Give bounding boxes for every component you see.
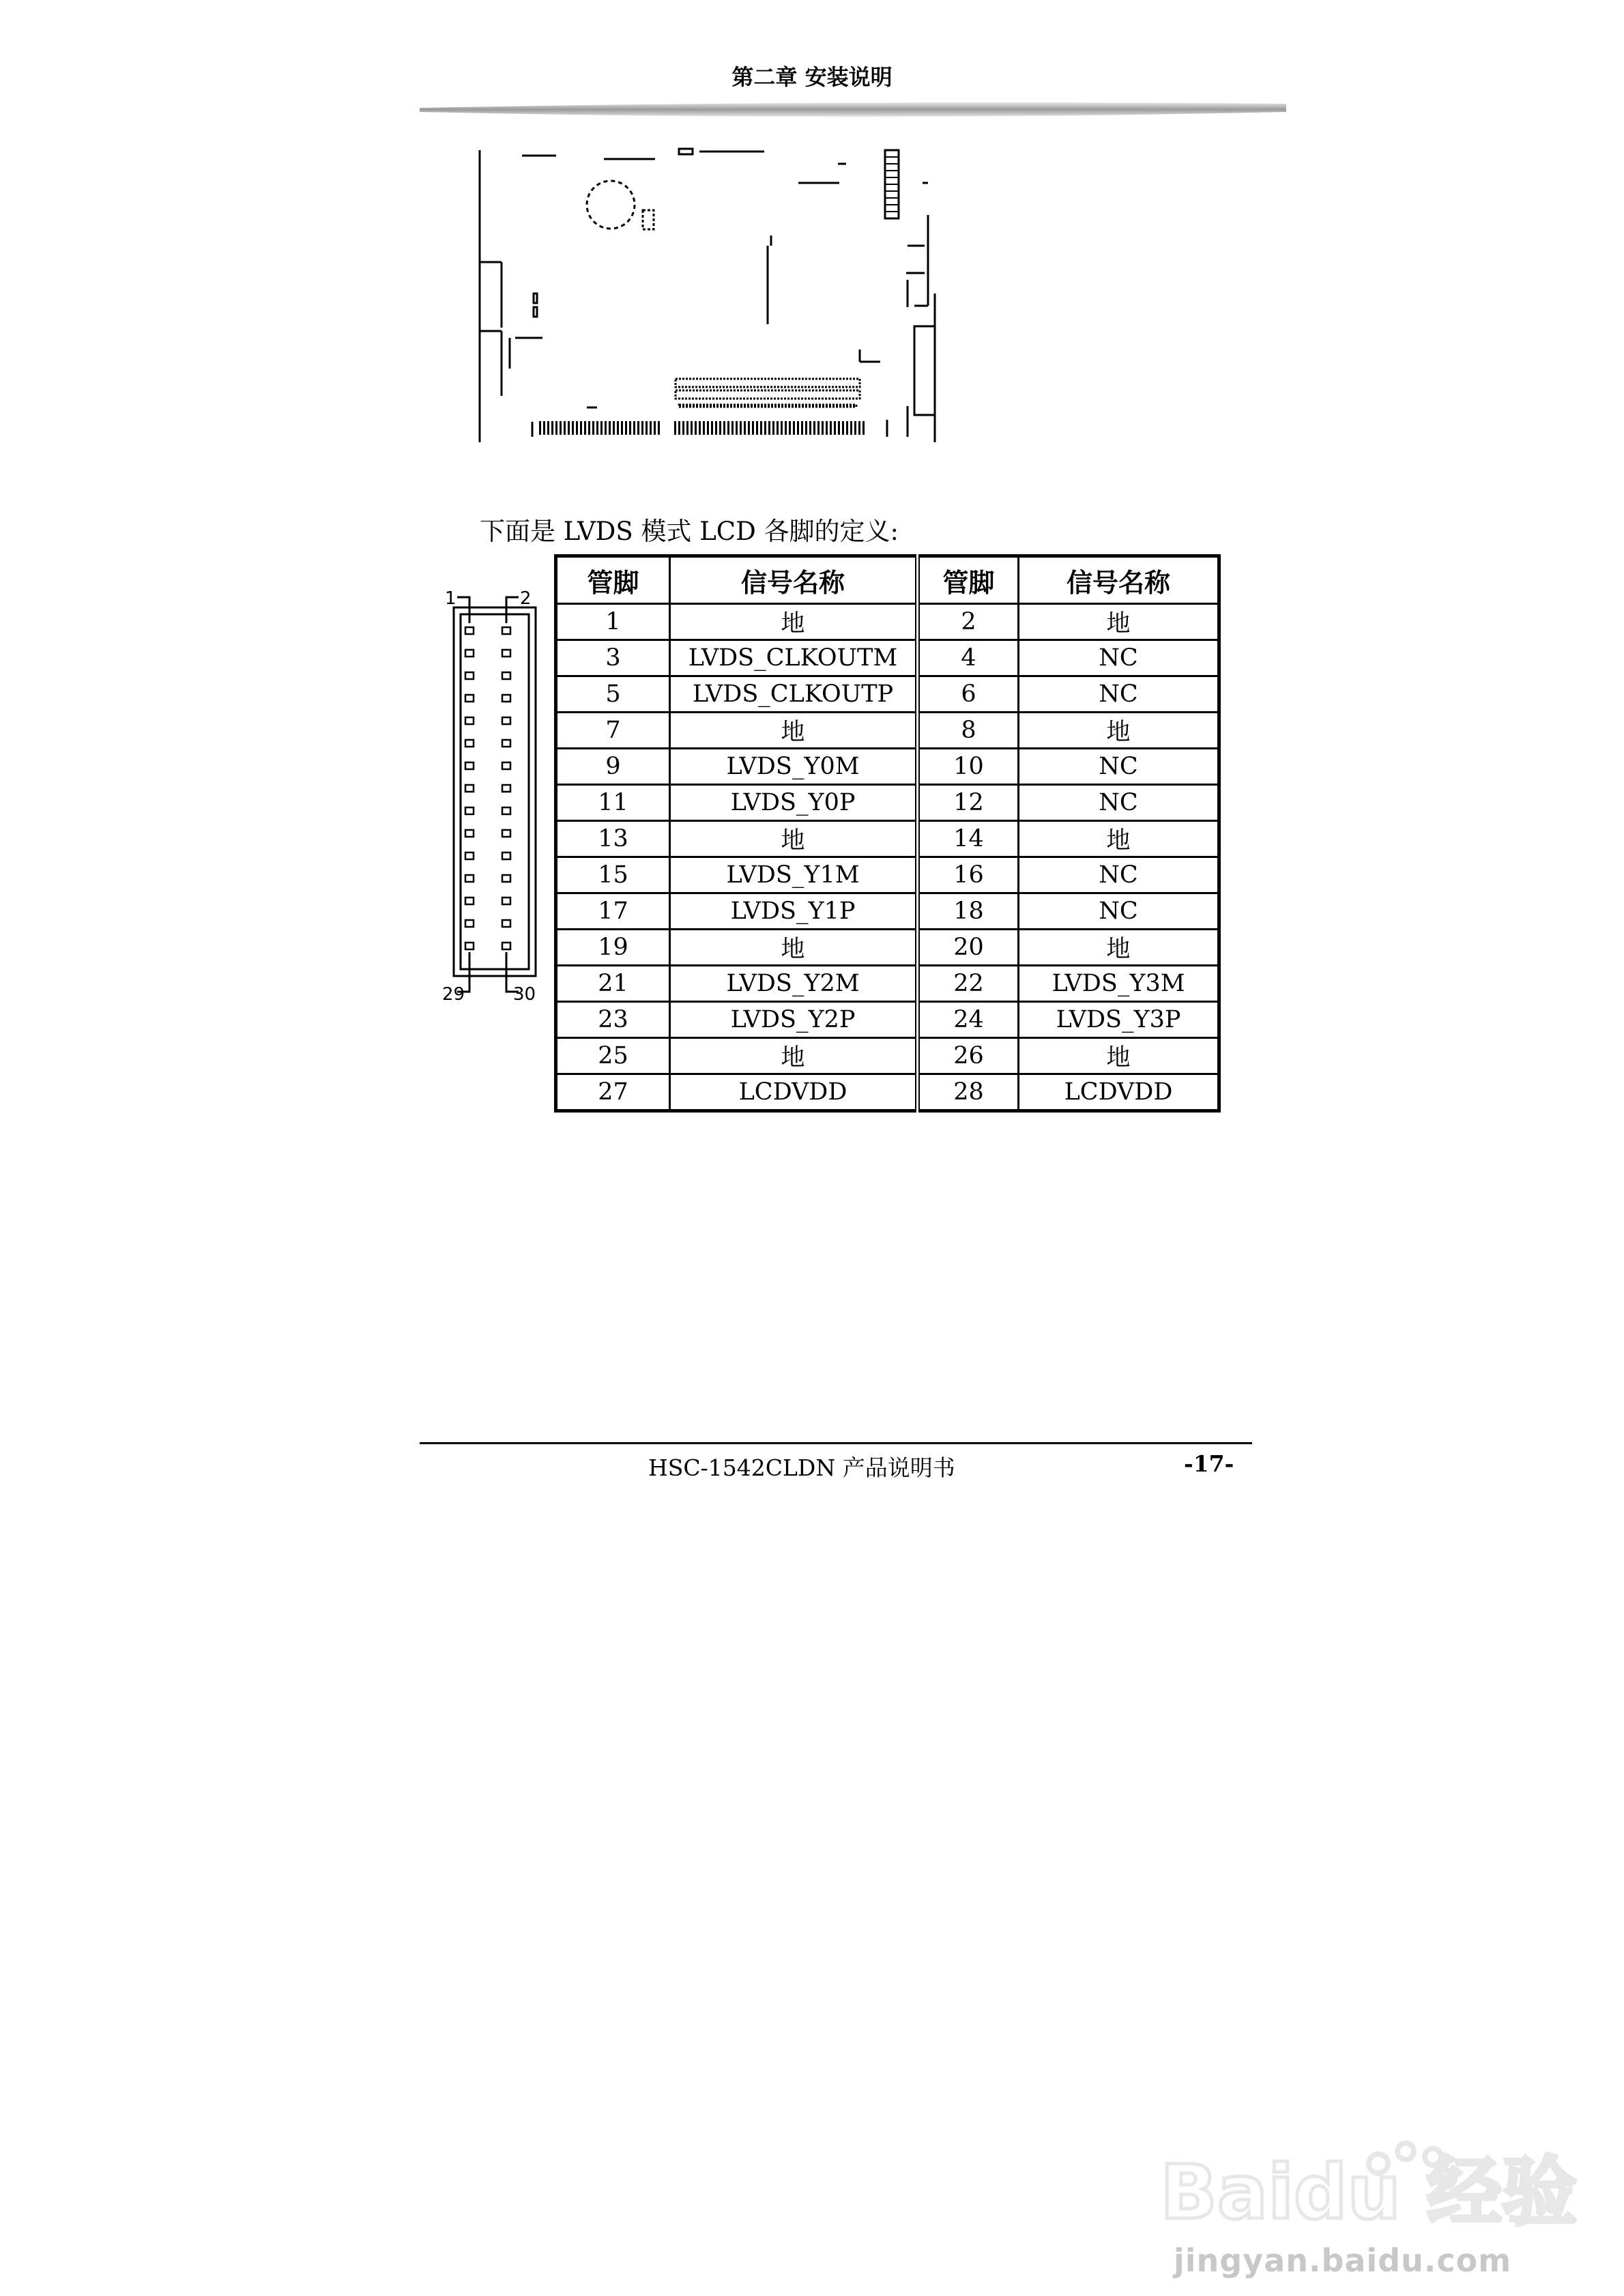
signal-name-cell: LVDS_CLKOUTM [670, 640, 918, 676]
table-row [556, 1074, 1219, 1111]
header-signal-left: 信号名称 [670, 556, 918, 604]
header-pin-right: 管脚 [918, 556, 1019, 604]
connector-pin [465, 875, 474, 882]
table-row [556, 749, 1219, 785]
connector-pin [465, 852, 474, 859]
table-row [556, 821, 1219, 857]
signal-name-cell: 地 [1019, 930, 1219, 966]
watermark-url: jingyan.baidu.com [1174, 2242, 1512, 2279]
signal-name-cell: NC [1019, 857, 1219, 893]
table-header-row [556, 556, 1219, 604]
pin-number-cell: 19 [556, 930, 670, 966]
lvds-pin-table [554, 554, 1221, 1113]
pin-number-cell: 9 [556, 749, 670, 785]
connector-pin [502, 695, 510, 702]
table-row [556, 785, 1219, 821]
pin-number-cell: 12 [918, 785, 1019, 821]
table-row [556, 893, 1219, 930]
pin-number-cell: 25 [556, 1038, 670, 1074]
signal-name-cell: LVDS_CLKOUTP [670, 676, 918, 713]
pin-number-cell: 11 [556, 785, 670, 821]
pin-label-2: 2 [520, 588, 532, 609]
signal-name-cell: 地 [1019, 713, 1219, 749]
header-pin-left: 管脚 [556, 556, 670, 604]
signal-name-cell: LVDS_Y3M [1019, 966, 1219, 1002]
connector-pin [465, 740, 474, 747]
connector-pin [465, 672, 474, 679]
connector-pin [502, 785, 510, 792]
signal-name-cell: LVDS_Y2P [670, 1002, 918, 1038]
page-header-title: 第二章 安装说明 [731, 64, 893, 90]
pin-number-cell: 14 [918, 821, 1019, 857]
page-number: -17- [1184, 1450, 1234, 1477]
table-row [556, 676, 1219, 713]
pin-number-cell: 15 [556, 857, 670, 893]
connector-pin [502, 943, 510, 949]
table-row [556, 930, 1219, 966]
signal-name-cell: NC [1019, 640, 1219, 676]
signal-name-cell: 地 [670, 604, 918, 640]
connector-pin [465, 920, 474, 927]
pin-number-cell: 3 [556, 640, 670, 676]
signal-name-cell: NC [1019, 785, 1219, 821]
signal-name-cell: LCDVDD [1019, 1074, 1219, 1111]
signal-name-cell: LVDS_Y1P [670, 893, 918, 930]
connector-pin [502, 830, 510, 837]
pin-number-cell: 8 [918, 713, 1019, 749]
connector-pin [465, 943, 474, 949]
pin-number-cell: 17 [556, 893, 670, 930]
connector-pin [502, 920, 510, 927]
pin-number-cell: 22 [918, 966, 1019, 1002]
connector-pin [502, 852, 510, 859]
table-row [556, 640, 1219, 676]
connector-pin [465, 785, 474, 792]
pin-number-cell: 28 [918, 1074, 1019, 1111]
footer-rule [420, 1442, 1252, 1444]
signal-name-cell: LVDS_Y1M [670, 857, 918, 893]
connector-pin [502, 740, 510, 747]
pin-number-cell: 23 [556, 1002, 670, 1038]
watermark-brand: Baidu 经验 [1160, 2149, 1578, 2236]
connector-pin [502, 898, 510, 904]
connector-pin [502, 762, 510, 769]
signal-name-cell: NC [1019, 676, 1219, 713]
pin-number-cell: 2 [918, 604, 1019, 640]
connector-pin [465, 717, 474, 724]
header-rule [420, 101, 1286, 120]
pin-number-cell: 7 [556, 713, 670, 749]
connector-pin-grid [465, 627, 510, 949]
pin-number-cell: 20 [918, 930, 1019, 966]
connector-pin [465, 807, 474, 814]
signal-name-cell: 地 [1019, 1038, 1219, 1074]
pin-number-cell: 21 [556, 966, 670, 1002]
signal-name-cell: LVDS_Y2M [670, 966, 918, 1002]
connector-pin [465, 762, 474, 769]
pin-number-cell: 4 [918, 640, 1019, 676]
table-row [556, 857, 1219, 893]
pin-number-cell: 16 [918, 857, 1019, 893]
table-row [556, 966, 1219, 1002]
table-row [556, 1002, 1219, 1038]
signal-name-cell: 地 [670, 930, 918, 966]
footer-product-title: HSC-1542CLDN 产品说明书 [648, 1454, 955, 1481]
baidu-jingyan-watermark-logo [1153, 2136, 1578, 2239]
pin-number-cell: 6 [918, 676, 1019, 713]
connector-pin [465, 898, 474, 904]
pin-number-cell: 26 [918, 1038, 1019, 1074]
pin-label-29: 29 [442, 984, 465, 1005]
signal-name-cell: NC [1019, 893, 1219, 930]
signal-name-cell: LCDVDD [670, 1074, 918, 1111]
pin-number-cell: 24 [918, 1002, 1019, 1038]
table-row [556, 713, 1219, 749]
signal-name-cell: 地 [1019, 604, 1219, 640]
connector-pin [502, 627, 510, 634]
connector-pin [465, 830, 474, 837]
signal-name-cell: 地 [1019, 821, 1219, 857]
pin-number-cell: 1 [556, 604, 670, 640]
pin-number-cell: 5 [556, 676, 670, 713]
table-row [556, 604, 1219, 640]
pin-number-cell: 10 [918, 749, 1019, 785]
signal-name-cell: 地 [670, 1038, 918, 1074]
pin-number-cell: 18 [918, 893, 1019, 930]
motherboard-diagram [464, 137, 942, 450]
signal-name-cell: NC [1019, 749, 1219, 785]
pin-number-cell: 13 [556, 821, 670, 857]
pin-label-1: 1 [445, 588, 456, 609]
connector-pin [465, 650, 474, 657]
connector-pin [502, 717, 510, 724]
signal-name-cell: LVDS_Y0P [670, 785, 918, 821]
connector-pin [502, 807, 510, 814]
connector-pin [465, 627, 474, 634]
connector-pin [502, 650, 510, 657]
intro-text: 下面是 LVDS 模式 LCD 各脚的定义: [480, 517, 899, 546]
pin-label-30: 30 [513, 984, 536, 1005]
signal-name-cell: LVDS_Y0M [670, 749, 918, 785]
signal-name-cell: 地 [670, 713, 918, 749]
pin-number-cell: 27 [556, 1074, 670, 1111]
lvds-connector-diagram [444, 584, 546, 1007]
table-row [556, 1038, 1219, 1074]
connector-pin [502, 875, 510, 882]
signal-name-cell: 地 [670, 821, 918, 857]
connector-pin [465, 695, 474, 702]
signal-name-cell: LVDS_Y3P [1019, 1002, 1219, 1038]
header-signal-right: 信号名称 [1019, 556, 1219, 604]
connector-pin [502, 672, 510, 679]
